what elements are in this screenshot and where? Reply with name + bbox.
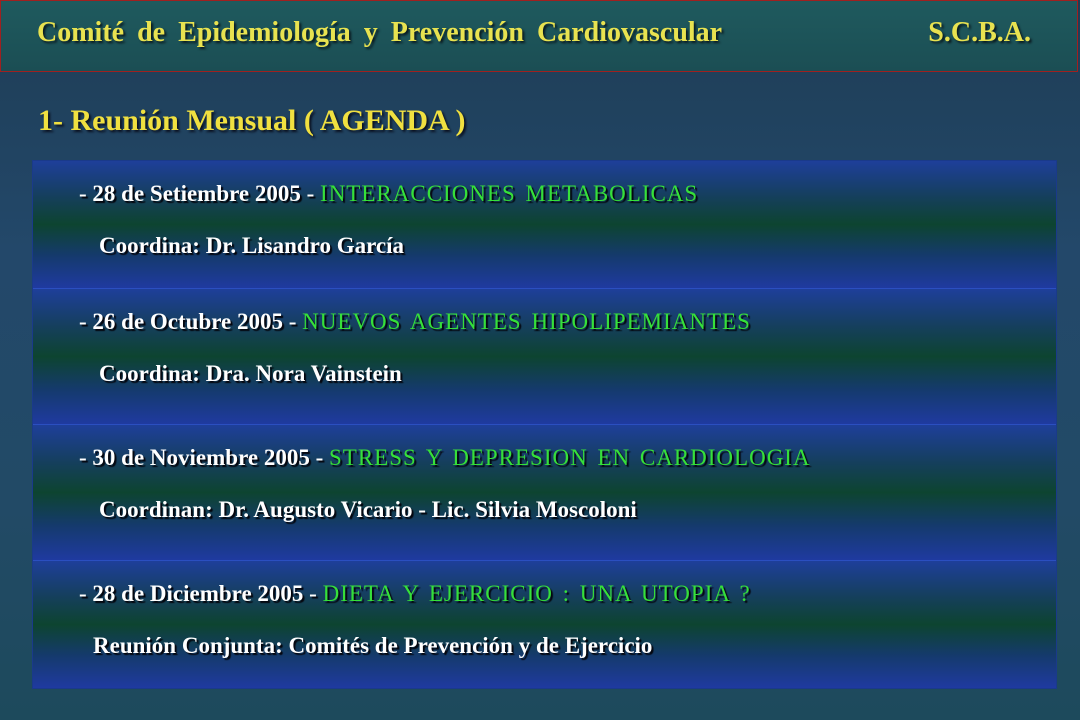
agenda-item-coordinator: Coordina: Dr. Lisandro García [99, 233, 404, 258]
agenda-item-heading [79, 309, 751, 335]
agenda-item [33, 425, 1056, 561]
agenda-item [33, 289, 1056, 425]
agenda-item [33, 161, 1056, 289]
committee-title: Comité de Epidemiología y Prevención Cardiovascular [37, 17, 723, 48]
section-title: 1- Reunión Mensual ( AGENDA ) [38, 104, 466, 137]
header-bar [0, 0, 1078, 72]
agenda-list [32, 160, 1057, 689]
agenda-item-heading [79, 581, 751, 607]
agenda-item-heading [79, 181, 698, 207]
organization-acronym: S.C.B.A. [928, 17, 1031, 48]
agenda-item-coordinator: Coordina: Dra. Nora Vainstein [99, 361, 402, 386]
agenda-item-coordinator: Reunión Conjunta: Comités de Prevención y de Ejercicio [93, 633, 653, 658]
agenda-item-topic: STRESS Y DEPRESION EN CARDIOLOGIA [328, 445, 811, 470]
agenda-item-date: - 28 de Setiembre 2005 - [79, 181, 315, 206]
agenda-item [33, 561, 1056, 688]
agenda-item-coordinator: Coordinan: Dr. Augusto Vicario - Lic. Silvia Moscoloni [99, 497, 637, 522]
agenda-item-date: - 26 de Octubre 2005 - [79, 309, 297, 334]
agenda-item-date: - 28 de Diciembre 2005 - [79, 581, 317, 606]
agenda-item-date: - 30 de Noviembre 2005 - [79, 445, 324, 470]
agenda-item-topic: NUEVOS AGENTES HIPOLIPEMIANTES [302, 309, 751, 334]
agenda-item-topic: INTERACCIONES METABOLICAS [320, 181, 699, 206]
agenda-item-heading [79, 445, 811, 471]
agenda-item-topic: DIETA Y EJERCICIO : UNA UTOPIA ? [322, 581, 751, 606]
